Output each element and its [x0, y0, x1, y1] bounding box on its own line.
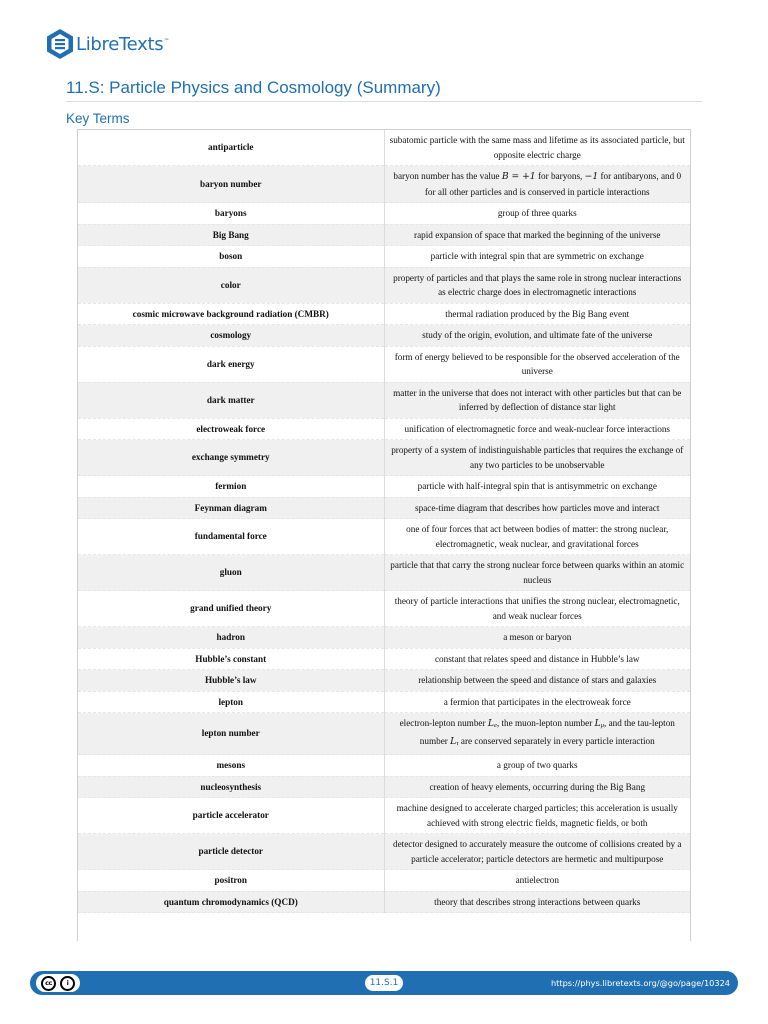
baryon-number-equation: B = +1	[501, 171, 536, 182]
term-cell: Hubble’s constant	[78, 648, 384, 670]
table-row	[78, 418, 690, 440]
table-row	[78, 555, 690, 591]
cc-by-license-badge[interactable]	[36, 974, 80, 992]
table-row	[78, 713, 690, 755]
definition-cell: electron-lepton number Le, the muon-lepton number Lμ, and the tau-lepton number Lτ are conserved separately in every particle interaction	[384, 713, 690, 755]
page-title: 11.S: Particle Physics and Cosmology (Summary)	[66, 78, 441, 97]
table-row	[78, 497, 690, 519]
definition-cell: space-time diagram that describes how particles move and interact	[384, 497, 690, 519]
term-cell: cosmology	[78, 325, 384, 347]
definition-cell: rapid expansion of space that marked the beginning of the universe	[384, 224, 690, 246]
table-row	[78, 303, 690, 325]
key-terms-table-container	[77, 129, 691, 941]
table-row	[78, 891, 690, 913]
creative-commons-icon: cc	[41, 976, 56, 991]
term-cell: cosmic microwave background radiation (CMBR)	[78, 303, 384, 325]
definition-cell: a fermion that participates in the electroweak force	[384, 691, 690, 713]
definition-cell: detector designed to accurately measure the outcome of collisions created by a particle accelerator; particle detectors are hermetic and multipurpose	[384, 834, 690, 870]
table-row	[78, 440, 690, 476]
definition-cell: study of the origin, evolution, and ultimate fate of the universe	[384, 325, 690, 347]
key-terms-table	[78, 129, 690, 913]
definition-cell: theory that describes strong interactions between quarks	[384, 891, 690, 913]
term-cell: electroweak force	[78, 418, 384, 440]
definition-cell: thermal radiation produced by the Big Bang event	[384, 303, 690, 325]
table-row	[78, 382, 690, 418]
definition-cell: a meson or baryon	[384, 627, 690, 649]
definition-cell: creation of heavy elements, occurring during the Big Bang	[384, 776, 690, 798]
table-row	[78, 776, 690, 798]
table-row	[78, 670, 690, 692]
definition-cell: particle that that carry the strong nuclear force between quarks within an atomic nucleus	[384, 555, 690, 591]
term-cell: fermion	[78, 476, 384, 498]
table-row	[78, 346, 690, 382]
definition-cell: particle with half-integral spin that is antisymmetric on exchange	[384, 476, 690, 498]
term-cell: baryon number	[78, 166, 384, 203]
definition-cell: relationship between the speed and distance of stars and galaxies	[384, 670, 690, 692]
brand-name: LibreTexts™	[76, 33, 170, 55]
term-cell: fundamental force	[78, 519, 384, 555]
term-cell: grand unified theory	[78, 591, 384, 627]
table-row	[78, 246, 690, 268]
table-row	[78, 166, 690, 203]
definition-cell: baryon number has the value B = +1 for baryons, −1 for antibaryons, and 0 for all other particles and is conserved in particle interactions	[384, 166, 690, 203]
term-cell: hadron	[78, 627, 384, 649]
term-cell: dark matter	[78, 382, 384, 418]
definition-cell: subatomic particle with the same mass and lifetime as its associated particle, but opposite electric charge	[384, 130, 690, 166]
term-cell: quantum chromodynamics (QCD)	[78, 891, 384, 913]
page-url-link[interactable]: https://phys.libretexts.org/@go/page/10324	[550, 978, 730, 988]
table-row	[78, 870, 690, 892]
term-cell: positron	[78, 870, 384, 892]
term-cell: particle detector	[78, 834, 384, 870]
table-row	[78, 203, 690, 225]
table-row	[78, 519, 690, 555]
table-row	[78, 325, 690, 347]
definition-cell: one of four forces that act between bodies of matter: the strong nuclear, electromagnetic, weak nuclear, and gravitational forces	[384, 519, 690, 555]
table-row	[78, 591, 690, 627]
term-cell: gluon	[78, 555, 384, 591]
definition-cell: antielectron	[384, 870, 690, 892]
definition-cell: particle with integral spin that are symmetric on exchange	[384, 246, 690, 268]
term-cell: color	[78, 267, 384, 303]
table-row	[78, 834, 690, 870]
title-divider	[66, 101, 702, 102]
term-cell: Big Bang	[78, 224, 384, 246]
table-row	[78, 755, 690, 777]
definition-cell: matter in the universe that does not interact with other particles but that can be inferred by deflection of distance star light	[384, 382, 690, 418]
term-cell: nucleosynthesis	[78, 776, 384, 798]
table-row	[78, 798, 690, 834]
table-row	[78, 627, 690, 649]
term-cell: dark energy	[78, 346, 384, 382]
page-number-badge: 11.S.1	[365, 975, 403, 991]
definition-cell: property of a system of indistinguishable particles that requires the exchange of any two particles to be unobservable	[384, 440, 690, 476]
definition-cell: unification of electromagnetic force and weak-nuclear force interactions	[384, 418, 690, 440]
attribution-person-icon: i	[60, 976, 75, 991]
table-row	[78, 648, 690, 670]
libretexts-hexagon-icon	[46, 28, 74, 60]
term-cell: mesons	[78, 755, 384, 777]
term-cell: Hubble’s law	[78, 670, 384, 692]
definition-cell: group of three quarks	[384, 203, 690, 225]
term-cell: lepton number	[78, 713, 384, 755]
term-cell: antiparticle	[78, 130, 384, 166]
definition-cell: machine designed to accelerate charged particles; this acceleration is usually achieved with strong electric fields, magnetic fields, or both	[384, 798, 690, 834]
term-cell: exchange symmetry	[78, 440, 384, 476]
table-row	[78, 691, 690, 713]
definition-cell: theory of particle interactions that unifies the strong nuclear, electromagnetic, and weak nuclear forces	[384, 591, 690, 627]
term-cell: particle accelerator	[78, 798, 384, 834]
table-row	[78, 476, 690, 498]
definition-cell: form of energy believed to be responsible for the observed acceleration of the universe	[384, 346, 690, 382]
definition-cell: constant that relates speed and distance in Hubble’s law	[384, 648, 690, 670]
page-footer	[30, 971, 738, 995]
table-row	[78, 224, 690, 246]
term-cell: Feynman diagram	[78, 497, 384, 519]
table-row	[78, 267, 690, 303]
table-row	[78, 130, 690, 166]
term-cell: boson	[78, 246, 384, 268]
term-cell: lepton	[78, 691, 384, 713]
section-heading-key-terms: Key Terms	[66, 111, 130, 126]
definition-cell: property of particles and that plays the same role in strong nuclear interactions as electric charge does in electromagnetic interactions	[384, 267, 690, 303]
term-cell: baryons	[78, 203, 384, 225]
definition-cell: a group of two quarks	[384, 755, 690, 777]
minus-one-value: −1	[584, 171, 599, 182]
libretexts-logo[interactable]	[46, 28, 169, 60]
